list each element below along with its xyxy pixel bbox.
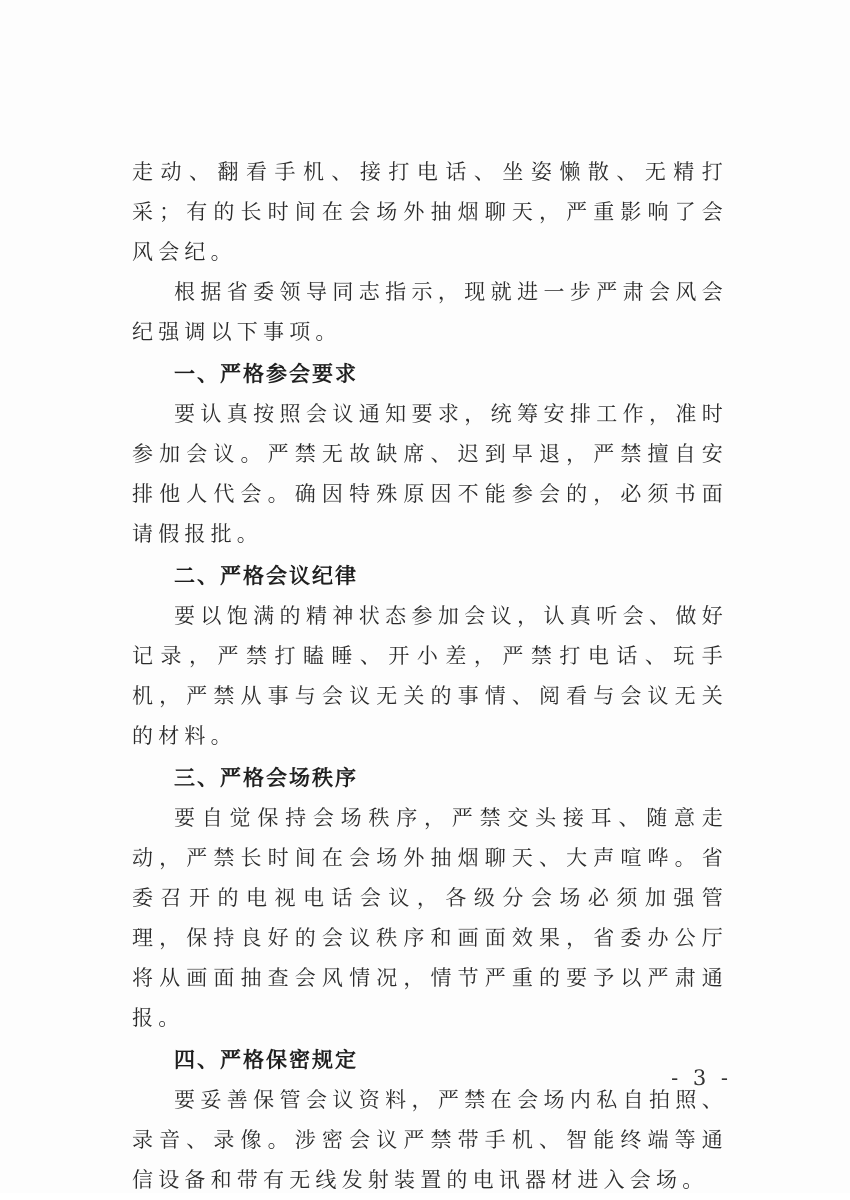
- intro-paragraph-continued: 走动、翻看手机、接打电话、坐姿懒散、无精打采；有的长时间在会场外抽烟聊天，严重影响了会风会纪。: [132, 160, 728, 264]
- section-heading-4: 四、严格保密规定: [174, 1048, 358, 1072]
- intro-paragraph: 根据省委领导同志指示，现就进一步严肃会风会纪强调以下事项。: [132, 280, 728, 344]
- section-body-1: 要认真按照会议通知要求，统筹安排工作，准时参加会议。严禁无故缺席、迟到早退，严禁擅自安排他人代会。确因特殊原因不能参会的，必须书面请假报批。: [132, 402, 728, 546]
- section-body-2: 要以饱满的精神状态参加会议，认真听会、做好记录，严禁打瞌睡、开小差，严禁打电话、玩手机，严禁从事与会议无关的事情、阅看与会议无关的材料。: [132, 604, 728, 748]
- section-heading-3: 三、严格会场秩序: [174, 766, 358, 790]
- page-number: - 3 -: [671, 1066, 732, 1090]
- section-body-4: 要妥善保管会议资料，严禁在会场内私自拍照、录音、录像。涉密会议严禁带手机、智能终端等通信设备和带有无线发射装置的电讯器材进入会场。: [132, 1088, 728, 1192]
- section-heading-1: 一、严格参会要求: [174, 362, 358, 386]
- document-body: [132, 152, 728, 1200]
- section-body-3: 要自觉保持会场秩序，严禁交头接耳、随意走动，严禁长时间在会场外抽烟聊天、大声喧哗。省委召开的电视电话会议，各级分会场必须加强管理，保持良好的会议秩序和画面效果，省委办公厅将从画面抽查会风情况，情节严重的要予以严肃通报。: [132, 806, 728, 1030]
- section-heading-2: 二、严格会议纪律: [174, 564, 358, 588]
